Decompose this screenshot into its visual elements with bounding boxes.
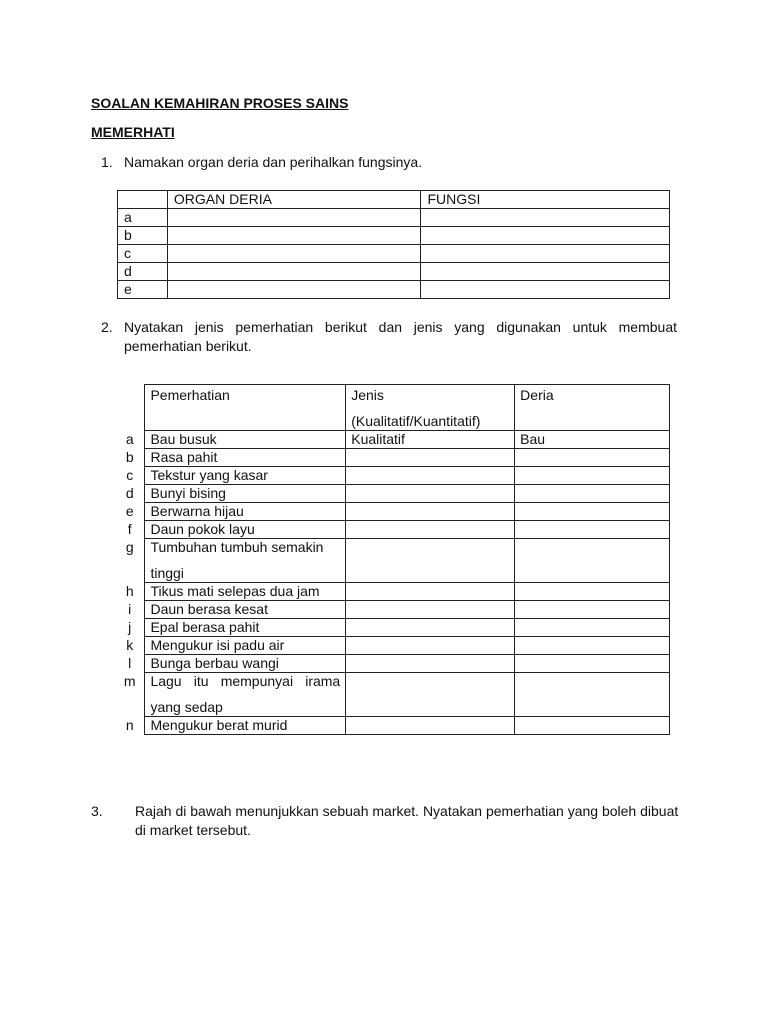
row-label: c bbox=[118, 245, 168, 263]
jenis-cell[interactable] bbox=[346, 655, 515, 673]
deria-cell[interactable] bbox=[515, 485, 670, 503]
deria-cell[interactable] bbox=[515, 601, 670, 619]
deria-cell[interactable] bbox=[515, 637, 670, 655]
question-3-number: 3. bbox=[91, 803, 103, 819]
table-row bbox=[115, 637, 670, 655]
table-row bbox=[118, 227, 670, 245]
question-2-number: 2. bbox=[101, 319, 113, 335]
question-3-text: Rajah di bawah menunjukkan sebuah market. Nyatakan pemerhatian yang boleh dibuat di market tersebut. bbox=[135, 803, 679, 838]
deria-cell[interactable] bbox=[515, 539, 670, 583]
observation-cell: Bunyi bising bbox=[145, 485, 346, 503]
row-label: a bbox=[118, 209, 168, 227]
table-header-row bbox=[118, 191, 670, 209]
answer-cell[interactable] bbox=[421, 263, 670, 281]
table-row bbox=[118, 209, 670, 227]
row-label: k bbox=[126, 636, 134, 653]
answer-cell[interactable] bbox=[167, 245, 421, 263]
header-jenis-label: Jenis bbox=[351, 387, 384, 403]
observation-cell: Rasa pahit bbox=[145, 449, 346, 467]
table-row bbox=[115, 601, 670, 619]
table-row bbox=[115, 449, 670, 467]
deria-cell[interactable] bbox=[515, 521, 670, 539]
page-title: SOALAN KEMAHIRAN PROSES SAINS bbox=[91, 95, 349, 111]
table-row bbox=[118, 263, 670, 281]
deria-cell[interactable] bbox=[515, 717, 670, 735]
jenis-cell[interactable] bbox=[346, 619, 515, 637]
header-cell bbox=[118, 191, 168, 209]
jenis-cell[interactable] bbox=[346, 521, 515, 539]
observation-line-2: yang sedap bbox=[150, 699, 223, 715]
answer-cell[interactable] bbox=[167, 209, 421, 227]
row-label: e bbox=[125, 502, 134, 519]
deria-cell[interactable] bbox=[515, 673, 670, 717]
table-row bbox=[115, 467, 670, 485]
answer-cell[interactable] bbox=[421, 209, 670, 227]
row-label: b bbox=[125, 448, 134, 465]
observation-table bbox=[115, 384, 670, 735]
answer-cell[interactable] bbox=[167, 263, 421, 281]
deria-cell[interactable] bbox=[515, 503, 670, 521]
table-row bbox=[115, 503, 670, 521]
observation-cell: Tekstur yang kasar bbox=[145, 467, 346, 485]
observation-cell: Tikus mati selepas dua jam bbox=[145, 583, 346, 601]
header-cell: FUNGSI bbox=[421, 191, 670, 209]
row-label: d bbox=[125, 484, 134, 501]
header-jenis bbox=[346, 385, 515, 431]
row-label: n bbox=[125, 716, 134, 733]
row-label: f bbox=[127, 520, 132, 537]
deria-cell: Bau bbox=[515, 431, 670, 449]
question-1-text: Namakan organ deria dan perihalkan fungsinya. bbox=[124, 154, 423, 170]
answer-cell[interactable] bbox=[167, 227, 421, 245]
observation-cell bbox=[145, 673, 346, 717]
observation-cell: Bunga berbau wangi bbox=[145, 655, 346, 673]
deria-cell[interactable] bbox=[515, 467, 670, 485]
observation-line-1: Tumbuhan tumbuh semakin bbox=[150, 539, 324, 555]
observation-line-1: Lagu itu mempunyai irama bbox=[150, 673, 341, 689]
jenis-cell[interactable] bbox=[346, 637, 515, 655]
table-row bbox=[115, 485, 670, 503]
row-label: i bbox=[128, 600, 132, 617]
jenis-cell[interactable] bbox=[346, 449, 515, 467]
jenis-cell[interactable] bbox=[346, 467, 515, 485]
table-row bbox=[118, 281, 670, 299]
deria-cell[interactable] bbox=[515, 655, 670, 673]
table-row bbox=[115, 431, 670, 449]
jenis-cell[interactable] bbox=[346, 601, 515, 619]
organ-table bbox=[117, 190, 670, 299]
table-row bbox=[115, 521, 670, 539]
row-label: h bbox=[125, 582, 134, 599]
jenis-cell[interactable] bbox=[346, 673, 515, 717]
table-row bbox=[115, 583, 670, 601]
section-heading: MEMERHATI bbox=[91, 124, 175, 140]
observation-cell: Mengukur isi padu air bbox=[145, 637, 346, 655]
jenis-cell[interactable] bbox=[346, 583, 515, 601]
row-label: m bbox=[123, 672, 136, 689]
jenis-cell[interactable] bbox=[346, 539, 515, 583]
jenis-cell[interactable] bbox=[346, 503, 515, 521]
table-row bbox=[115, 655, 670, 673]
observation-cell bbox=[145, 539, 346, 583]
deria-cell[interactable] bbox=[515, 619, 670, 637]
table-row bbox=[118, 245, 670, 263]
observation-cell: Berwarna hijau bbox=[145, 503, 346, 521]
row-label: l bbox=[128, 654, 132, 671]
row-label: j bbox=[128, 618, 132, 635]
deria-cell[interactable] bbox=[515, 449, 670, 467]
question-1-number: 1. bbox=[101, 154, 113, 170]
answer-cell[interactable] bbox=[421, 245, 670, 263]
observation-cell: Mengukur berat murid bbox=[145, 717, 346, 735]
answer-cell[interactable] bbox=[167, 281, 421, 299]
header-jenis-sub: (Kualitatif/Kuantitatif) bbox=[351, 413, 481, 429]
row-label: g bbox=[125, 538, 134, 555]
row-label: a bbox=[125, 430, 134, 447]
row-label: b bbox=[118, 227, 168, 245]
observation-cell: Epal berasa pahit bbox=[145, 619, 346, 637]
observation-cell: Bau busuk bbox=[145, 431, 346, 449]
jenis-cell[interactable] bbox=[346, 485, 515, 503]
header-cell: ORGAN DERIA bbox=[167, 191, 421, 209]
jenis-cell: Kualitatif bbox=[346, 431, 515, 449]
answer-cell[interactable] bbox=[421, 281, 670, 299]
table-row bbox=[115, 673, 670, 717]
observation-line-2: tinggi bbox=[150, 565, 184, 581]
table-row bbox=[115, 717, 670, 735]
table-header-row bbox=[115, 385, 670, 431]
deria-cell[interactable] bbox=[515, 583, 670, 601]
header-deria: Deria bbox=[515, 385, 670, 431]
table-row bbox=[115, 539, 670, 583]
header-pemerhatian: Pemerhatian bbox=[145, 385, 346, 431]
observation-cell: Daun berasa kesat bbox=[145, 601, 346, 619]
observation-cell: Daun pokok layu bbox=[145, 521, 346, 539]
row-label: c bbox=[126, 466, 134, 483]
row-label: e bbox=[118, 281, 168, 299]
table-row bbox=[115, 619, 670, 637]
question-2-text: Nyatakan jenis pemerhatian berikut dan jenis yang digunakan untuk membuat pemerhatian berikut. bbox=[124, 319, 677, 354]
row-label: d bbox=[118, 263, 168, 281]
answer-cell[interactable] bbox=[421, 227, 670, 245]
jenis-cell[interactable] bbox=[346, 717, 515, 735]
